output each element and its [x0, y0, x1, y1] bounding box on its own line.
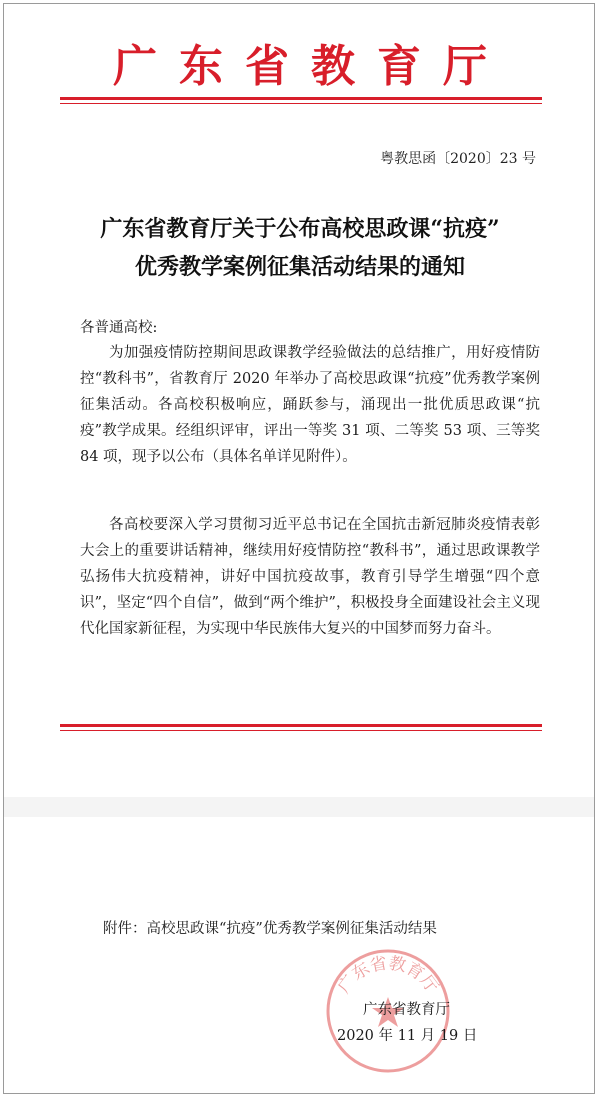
issue-date: 2020 年 11 月 19 日 — [337, 1028, 478, 1044]
issuer-header: 广东省教育厅 — [113, 41, 509, 92]
body-paragraph-2-container — [80, 512, 540, 642]
body-paragraph-2: 各高校要深入学习贯彻习近平总书记在全国抗击新冠肺炎疫情表彰大会上的重要讲话精神，继续用好疫情防控“教科书”，通过思政课教学弘扬伟大抗疫精神，讲好中国抗疫故事，教育引导学生增强“四个意识”，坚定“四个自信”，做到“两个维护”，积极投身全面建设社会主义现代化国家新征程，为实现中华民族伟大复兴的中国梦而努力奋斗。 — [80, 517, 540, 637]
seal-text: 广东省教育厅 — [334, 953, 442, 998]
body-paragraph-1-container — [80, 340, 540, 470]
page-separator — [4, 797, 594, 817]
body-paragraph-1: 为加强疫情防控期间思政课教学经验做法的总结推广，用好疫情防控“教科书”，省教育厅 2020 年举办了高校思政课“抗疫”优秀教学案例征集活动。各高校积极响应，踊跃参与，涌现出一批优质思政课“抗疫”教学成果。经组织评审，评出一等奖 31 项、二等奖 53 项、三等奖 84 项，现予以公布（具体名单详见附件）。 — [80, 345, 540, 465]
document-title-line-1: 广东省教育厅关于公布高校思政课“抗疫” — [100, 216, 500, 242]
header-red-rule-thick — [60, 97, 542, 100]
salutation: 各普通高校: — [80, 320, 158, 336]
document-title-line-2: 优秀教学案例征集活动结果的通知 — [134, 254, 465, 280]
signer-name: 广东省教育厅 — [363, 1002, 450, 1018]
header-red-rule-thin — [60, 103, 542, 104]
document-number: 粤教思函〔2020〕23 号 — [380, 151, 536, 167]
footer-red-rule-thin — [60, 730, 542, 731]
footer-red-rule-thick — [60, 724, 542, 727]
attachment-line: 附件：高校思政课“抗疫”优秀教学案例征集活动结果 — [103, 921, 437, 937]
